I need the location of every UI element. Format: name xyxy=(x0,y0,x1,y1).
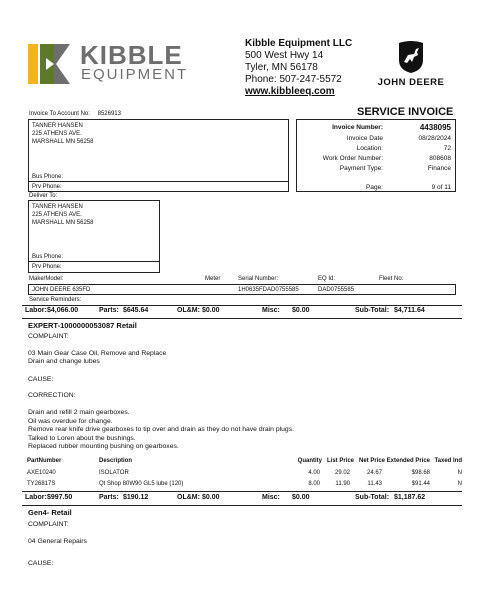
eq-id-label: EQ Id: xyxy=(318,276,336,282)
parts-total-2: $190.12 xyxy=(123,494,149,501)
olm-total-2: $0.00 xyxy=(202,494,220,501)
brand-name: JOHN DEERE xyxy=(377,77,445,88)
fleet-label: Fleet No: xyxy=(379,276,404,282)
kibble-k-icon xyxy=(28,44,70,84)
totals-row-1: Labor: $4,066.00 Parts: $645.64 OL&M: $0.00 Misc: $0.00 Sub-Total: $4,711.64 xyxy=(25,307,425,314)
logo-text-top: KIBBLE xyxy=(80,40,183,70)
serial-value: 1H0635FDAD0755585 xyxy=(238,287,299,293)
invoice-info-box xyxy=(296,119,456,192)
company-address1: 500 West Hwy 14 xyxy=(245,50,324,61)
deliver-bus-phone: Bus Phone: xyxy=(32,254,64,260)
location: 72 xyxy=(443,144,451,152)
invoice-title: SERVICE INVOICE xyxy=(357,106,454,118)
company-phone: Phone: 507-247-5572 xyxy=(245,74,342,85)
parts-table xyxy=(22,458,462,492)
gen-complaint: COMPLAINT: 04 General Repairs CAUSE: xyxy=(28,521,448,569)
make-model-label: Make/Model: xyxy=(29,276,64,282)
john-deere-logo xyxy=(376,40,446,92)
invoice-date: 08/28/2024 xyxy=(418,134,451,142)
misc-total-1: $0.00 xyxy=(292,307,310,314)
misc-total-2: $0.00 xyxy=(292,494,310,501)
company-name: Kibble Equipment LLC xyxy=(245,38,353,49)
labor-total-2: $997.50 xyxy=(47,494,73,501)
account-label: Invoice To Account No: 8526913 xyxy=(29,111,121,117)
bill-to-box xyxy=(28,119,289,192)
account-number: 8526913 xyxy=(97,111,121,117)
bill-prv-phone: Prv Phone: xyxy=(32,184,62,190)
expert-complaint: COMPLAINT: 03 Main Gear Case Oil, Remove and Replace Drain and change lubes CAUSE: CORRECTION: Drain and refill 2 main gearboxes. Oil was overdue for change. Remove rear knife drive gearboxes to tip over and drain as they do not have drain plugs. Talked to Loren about the bushings. Replaced rubber mounting bushing on gearboxes. xyxy=(28,333,448,452)
company-address2: Tyler, MN 56178 xyxy=(245,62,318,73)
serial-label: Serial Number: xyxy=(238,276,279,282)
deliver-to-box xyxy=(28,200,160,273)
gen-cause-label: CAUSE: xyxy=(28,560,54,568)
deer-icon xyxy=(396,40,426,74)
table-row: TY26817S Qt Shop 80W90 GL5 lube (120) 8.00 11.90 11.43 $91.44 N xyxy=(27,481,462,487)
gen-heading: Gen4- Retail xyxy=(28,508,72,517)
expert-heading: EXPERT-1000000053087 Retail xyxy=(28,321,137,330)
parts-table-header: PartNumber Description Quantity List Price Net Price Extended Price Taxed Ind xyxy=(27,458,462,464)
company-block xyxy=(245,37,370,98)
olm-total-1: $0.00 xyxy=(202,307,220,314)
company-website[interactable]: www.kibbleeq.com xyxy=(245,86,335,97)
bill-to-address: TANNER HANSEN 225 ATHENS AVE. MARSHALL MN 56258 xyxy=(32,123,94,145)
invoice-fields: Invoice Number: 4438095 Invoice Date 08/28/2024 Location: 72 Work Order Number: 808608 Payment Type: Finance Page: 9 of 11 xyxy=(322,123,451,191)
bill-bus-phone: Bus Phone: xyxy=(32,174,64,180)
deliver-to-label: Deliver To: xyxy=(29,193,58,199)
kibble-logo xyxy=(28,40,218,84)
service-reminders-label: Service Reminders: xyxy=(29,297,82,303)
labor-total-1: $4,066.00 xyxy=(47,307,79,314)
expert-correction-label: CORRECTION: xyxy=(28,392,76,400)
page-number: 9 of 11 xyxy=(431,183,451,191)
invoice-number: 4438095 xyxy=(419,123,451,132)
meter-label: Meter xyxy=(205,276,221,282)
subtotal-2: $1,187.62 xyxy=(394,494,426,501)
work-order-number: 808608 xyxy=(429,154,451,162)
parts-total-1: $645.64 xyxy=(123,307,149,314)
payment-type: Finance xyxy=(427,164,451,172)
subtotal-1: $4,711.64 xyxy=(394,307,425,314)
make-model-value: JOHN DEERE 635FD xyxy=(32,287,91,293)
eq-id-value: DAD0755585 xyxy=(318,287,355,293)
machine-box xyxy=(28,284,456,295)
totals-row-2: Labor: $997.50 Parts: $190.12 OL&M: $0.00 Misc: $0.00 Sub-Total: $1,187.62 xyxy=(25,494,426,501)
expert-cause-label: CAUSE: xyxy=(28,375,54,383)
logo-text-bottom: EQUIPMENT xyxy=(81,66,189,83)
deliver-prv-phone: Prv Phone: xyxy=(32,264,62,270)
table-row: AXE10240 ISOLATOR 4.00 29.02 24.67 $98.68 N xyxy=(27,470,462,476)
deliver-to-address: TANNER HANSEN 225 ATHENS AVE. MARSHALL MN 56258 xyxy=(32,204,94,226)
